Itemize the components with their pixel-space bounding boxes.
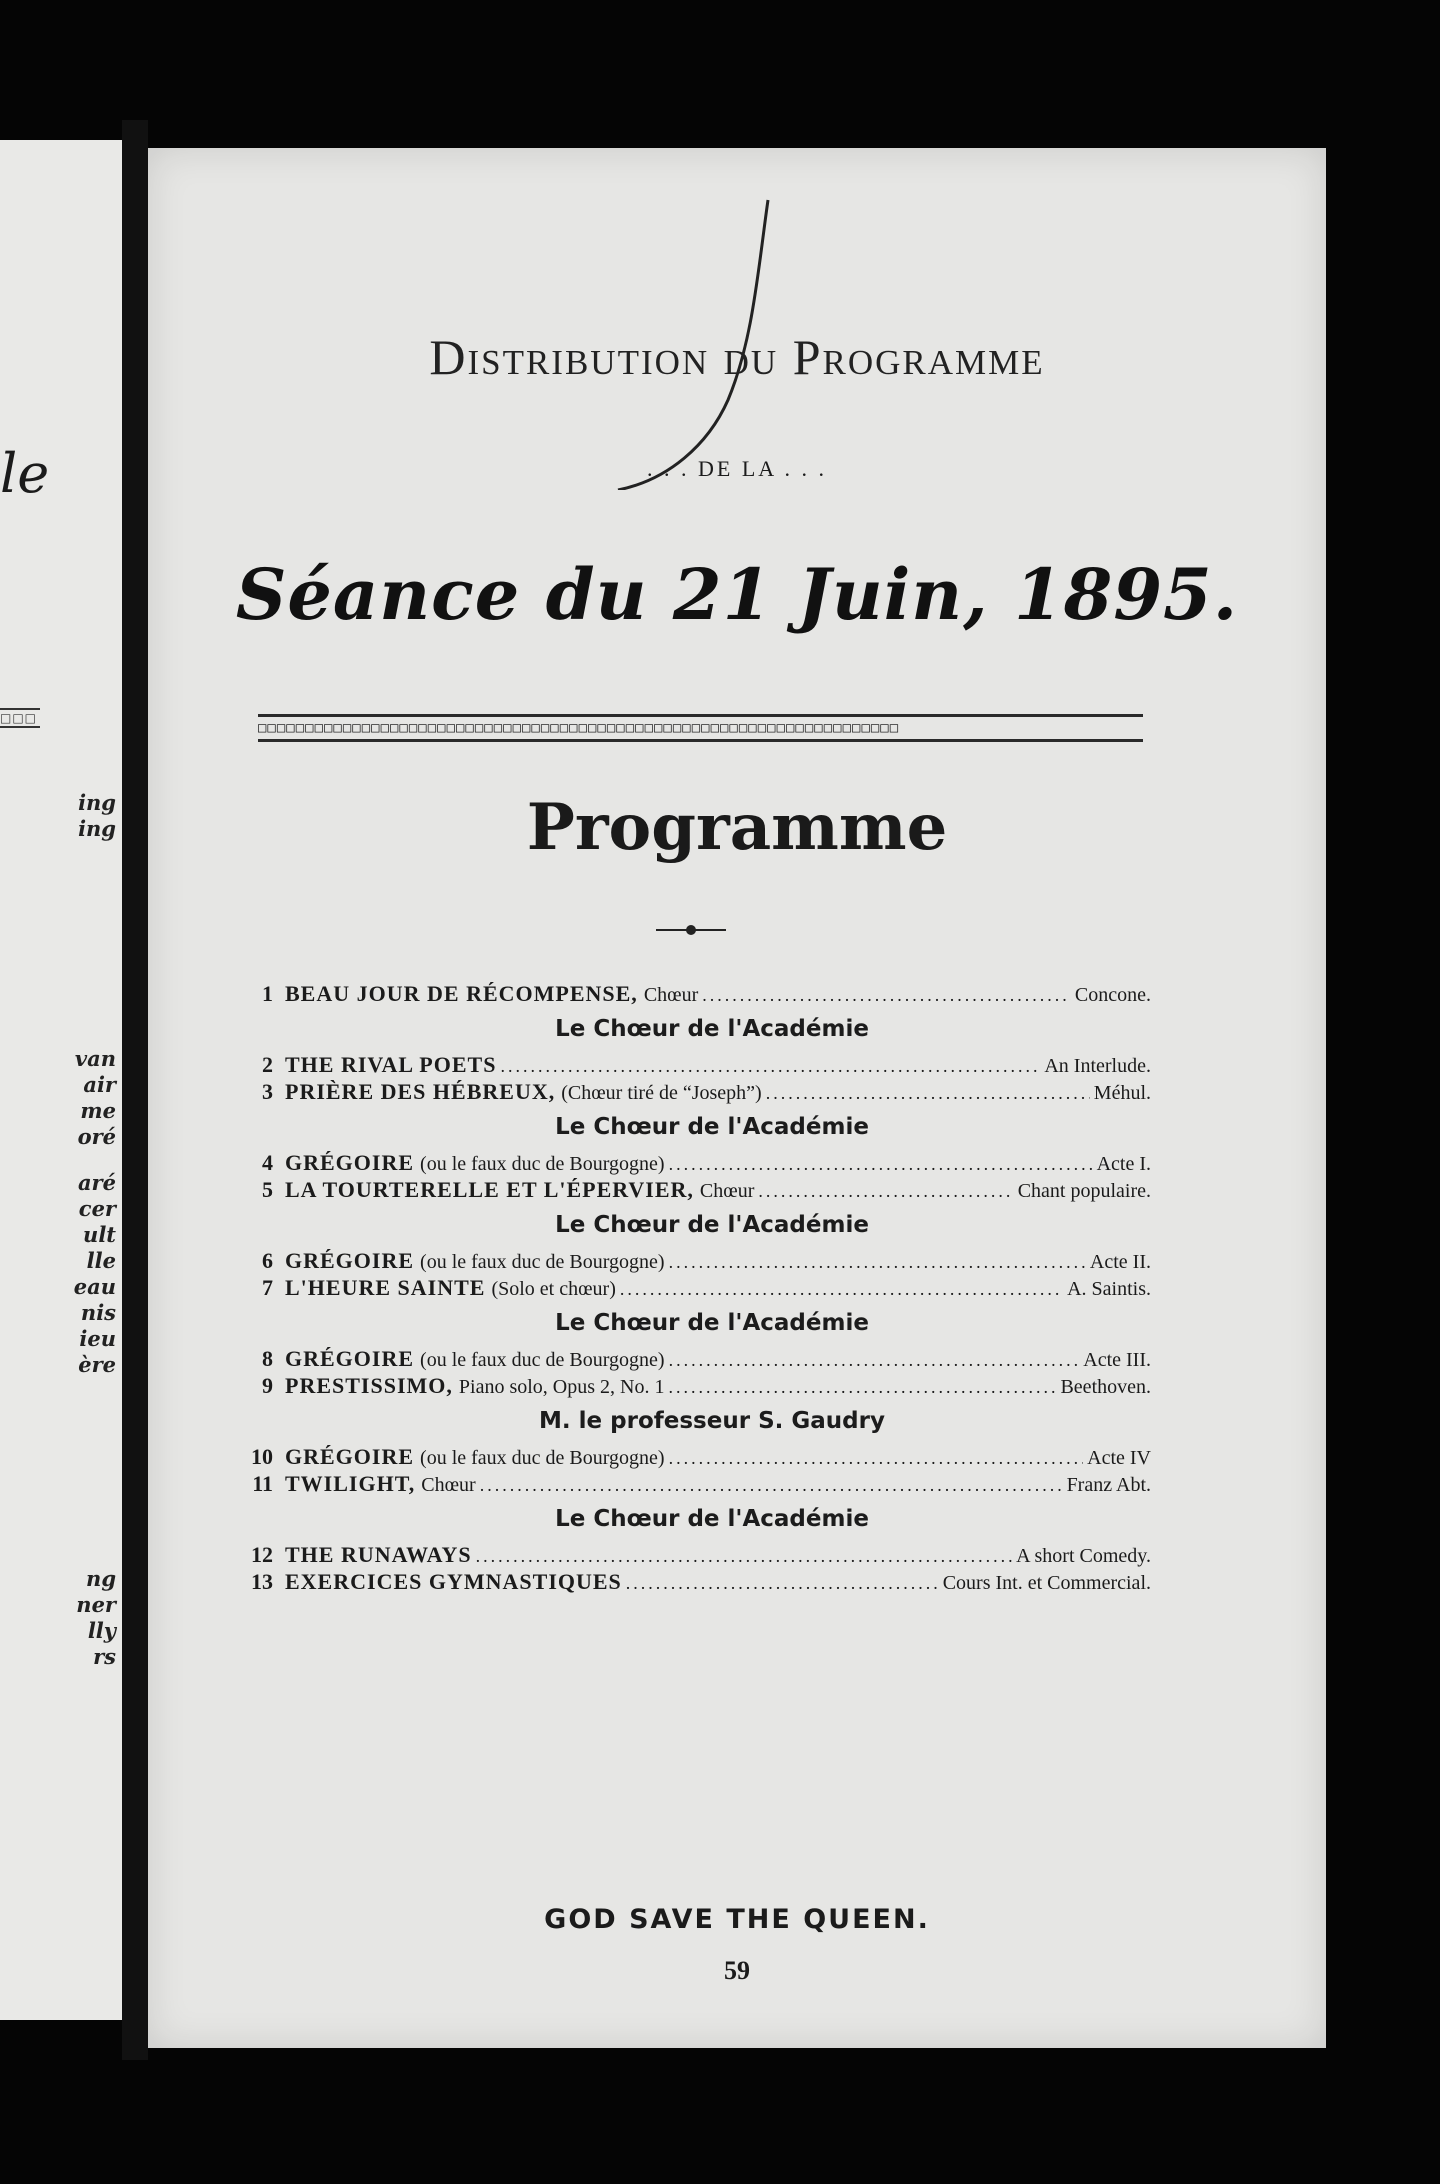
item-attribution: Acte II. bbox=[1089, 1251, 1151, 1273]
left-page-fragment: rs bbox=[93, 1644, 116, 1669]
left-page-fragment: air bbox=[83, 1072, 116, 1097]
programme-item bbox=[233, 1149, 1151, 1176]
leader-dots bbox=[500, 1053, 1040, 1080]
performer-line: Le Chœur de l'Académie bbox=[555, 1310, 869, 1336]
item-attribution: Beethoven. bbox=[1060, 1376, 1151, 1398]
programme-item bbox=[233, 980, 1151, 1007]
programme-item bbox=[233, 1372, 1151, 1399]
left-page-fragment: eau bbox=[73, 1274, 116, 1299]
item-description: (ou le faux duc de Bourgogne) bbox=[420, 1447, 665, 1469]
left-page-fragment: ng bbox=[86, 1566, 116, 1591]
item-number: 3 bbox=[262, 1079, 273, 1104]
leader-dots bbox=[702, 982, 1071, 1009]
item-number: 11 bbox=[252, 1471, 273, 1496]
performer-line: M. le professeur S. Gaudry bbox=[539, 1408, 885, 1434]
item-attribution: Concone. bbox=[1074, 984, 1151, 1006]
item-title: GRÉGOIRE bbox=[285, 1150, 415, 1175]
programme-item bbox=[233, 1470, 1151, 1497]
performer-line: Le Chœur de l'Académie bbox=[555, 1114, 869, 1140]
item-number: 2 bbox=[262, 1052, 273, 1077]
item-number: 6 bbox=[262, 1248, 273, 1273]
programme-item bbox=[233, 1078, 1151, 1105]
leader-dots bbox=[766, 1080, 1090, 1107]
left-page-fragment: ult bbox=[83, 1222, 116, 1247]
left-page-fragment: aré bbox=[77, 1170, 116, 1195]
divider-ornament bbox=[656, 923, 726, 937]
left-page-fragment: me bbox=[80, 1098, 116, 1123]
page-number: 59 bbox=[724, 1956, 750, 1985]
programme-item bbox=[233, 1541, 1151, 1568]
anthem-line: GOD SAVE THE QUEEN. bbox=[544, 1904, 930, 1935]
leader-dots bbox=[476, 1543, 1013, 1570]
item-description: (ou le faux duc de Bourgogne) bbox=[420, 1349, 665, 1371]
item-title: THE RUNAWAYS bbox=[285, 1542, 472, 1567]
left-page-fragment: oré bbox=[77, 1124, 116, 1149]
programme-heading: Programme bbox=[526, 790, 948, 865]
item-description: (ou le faux duc de Bourgogne) bbox=[420, 1251, 665, 1273]
item-title: L'HEURE SAINTE bbox=[285, 1275, 486, 1300]
item-title: LA TOURTERELLE ET L'ÉPERVIER, bbox=[285, 1177, 694, 1202]
header-de-la: . . . DE LA . . . bbox=[647, 456, 827, 481]
leader-dots bbox=[758, 1178, 1013, 1205]
item-number: 12 bbox=[251, 1542, 273, 1567]
leader-dots bbox=[620, 1276, 1063, 1303]
leader-dots bbox=[668, 1374, 1056, 1401]
programme-page bbox=[148, 148, 1326, 2048]
left-page-fragment: ère bbox=[78, 1352, 116, 1377]
item-description: (Solo et chœur) bbox=[491, 1278, 616, 1300]
item-attribution: A. Saintis. bbox=[1067, 1278, 1151, 1300]
item-attribution: Acte IV bbox=[1087, 1447, 1151, 1469]
leader-dots bbox=[480, 1472, 1063, 1499]
previous-page-fragment bbox=[0, 140, 122, 2020]
programme-item bbox=[233, 1176, 1151, 1203]
left-page-fragment: nis bbox=[80, 1300, 116, 1325]
item-title: GRÉGOIRE bbox=[285, 1248, 415, 1273]
performer-line: Le Chœur de l'Académie bbox=[555, 1016, 869, 1042]
item-title: GRÉGOIRE bbox=[285, 1346, 415, 1371]
item-attribution: An Interlude. bbox=[1044, 1055, 1151, 1077]
item-title: EXERCICES GYMNASTIQUES bbox=[285, 1569, 622, 1594]
programme-item bbox=[233, 1345, 1151, 1372]
performer-line: Le Chœur de l'Académie bbox=[555, 1506, 869, 1532]
programme-item bbox=[233, 1443, 1151, 1470]
performer-line: Le Chœur de l'Académie bbox=[555, 1212, 869, 1238]
item-number: 10 bbox=[251, 1444, 273, 1469]
item-title: PRESTISSIMO, bbox=[285, 1373, 453, 1398]
item-attribution: Acte III. bbox=[1083, 1349, 1151, 1371]
item-number: 4 bbox=[262, 1150, 273, 1175]
item-description: Chœur bbox=[643, 984, 699, 1006]
left-page-fragment: cer bbox=[78, 1196, 116, 1221]
item-number: 8 bbox=[262, 1346, 273, 1371]
leader-dots bbox=[669, 1445, 1084, 1472]
item-description: (ou le faux duc de Bourgogne) bbox=[420, 1153, 665, 1175]
left-page-fragment: ieu bbox=[79, 1326, 116, 1351]
left-page-letter: le bbox=[0, 442, 50, 505]
item-attribution: A short Comedy. bbox=[1016, 1545, 1151, 1567]
leader-dots bbox=[669, 1249, 1086, 1276]
item-number: 13 bbox=[251, 1569, 273, 1594]
programme-item bbox=[233, 1274, 1151, 1301]
programme-item bbox=[233, 1568, 1151, 1595]
item-number: 1 bbox=[262, 981, 273, 1006]
item-attribution: Cours Int. et Commercial. bbox=[942, 1572, 1151, 1594]
left-page-fragment: ner bbox=[76, 1592, 116, 1617]
item-title: BEAU JOUR DE RÉCOMPENSE, bbox=[285, 981, 638, 1006]
left-page-fragment: lle bbox=[86, 1248, 116, 1273]
leader-dots bbox=[669, 1151, 1093, 1178]
header-title: Distribution du Programme bbox=[429, 329, 1045, 385]
left-page-fragment: ing bbox=[78, 816, 116, 841]
programme-list bbox=[233, 980, 1151, 1595]
item-title: PRIÈRE DES HÉBREUX, bbox=[285, 1079, 556, 1104]
item-attribution: Méhul. bbox=[1093, 1082, 1151, 1104]
item-title: TWILIGHT, bbox=[285, 1471, 416, 1496]
left-page-fragment: ing bbox=[78, 790, 116, 815]
programme-item bbox=[233, 1051, 1151, 1078]
item-title: THE RIVAL POETS bbox=[285, 1052, 497, 1077]
item-attribution: Chant populaire. bbox=[1017, 1180, 1151, 1202]
item-attribution: Acte I. bbox=[1096, 1153, 1151, 1175]
left-page-fragment: lly bbox=[87, 1618, 116, 1643]
seance-date-title: Séance du 21 Juin, 1895. bbox=[235, 553, 1239, 636]
page-gutter bbox=[122, 120, 148, 2060]
item-number: 9 bbox=[262, 1373, 273, 1398]
leader-dots bbox=[626, 1570, 939, 1597]
item-number: 7 bbox=[262, 1275, 273, 1300]
programme-item bbox=[233, 1247, 1151, 1274]
ornamental-border: □□□□□□□□□□□□□□□□□□□□□□□□□□□□□□□□□□□□□□□□□□□□□□□□□□□□□□□□□□□□□□□□□□□□ bbox=[258, 714, 1143, 742]
left-page-fragment: van bbox=[74, 1046, 116, 1071]
left-page-border: □□□ bbox=[0, 708, 40, 728]
item-number: 5 bbox=[262, 1177, 273, 1202]
leader-dots bbox=[669, 1347, 1080, 1374]
item-description: (Chœur tiré de “Joseph”) bbox=[561, 1082, 762, 1104]
item-description: Chœur bbox=[421, 1474, 476, 1496]
item-title: GRÉGOIRE bbox=[285, 1444, 415, 1469]
item-description: Chœur bbox=[699, 1180, 755, 1202]
item-attribution: Franz Abt. bbox=[1066, 1474, 1151, 1496]
item-description: Piano solo, Opus 2, No. 1 bbox=[458, 1376, 665, 1398]
